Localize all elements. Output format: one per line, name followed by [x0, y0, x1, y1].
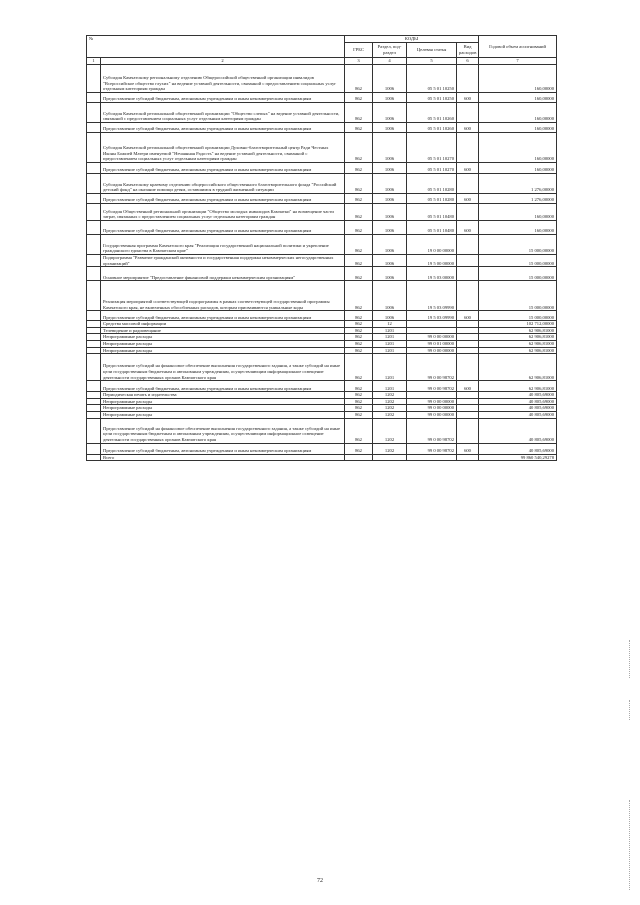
row-target-article: 05 5 01 10270: [407, 133, 457, 163]
row-description: Субсидия Камчатскому краевому отделению общероссийского общественного благотворительного фонда "Российский детский фонд" на оказание помощи детям, оставшимся в трудной жизненной ситуации: [101, 174, 345, 194]
table-row: [87, 443, 557, 454]
row-target-article: 05 5 01 10250: [407, 93, 457, 103]
row-expense-type: [457, 174, 479, 194]
table-row: [87, 174, 557, 194]
header-row-top: [87, 36, 557, 43]
row-number-cell: [87, 103, 101, 123]
budget-table: [86, 35, 557, 461]
row-amount: 62 906,81000: [479, 381, 557, 392]
column-number: 1: [87, 58, 101, 65]
row-razdel: 1202: [373, 398, 407, 405]
table-row: [87, 194, 557, 204]
row-amount: 62 906,81000: [479, 354, 557, 381]
table-row: [87, 381, 557, 392]
row-description: Непрограммные расходы: [101, 398, 345, 405]
table-row: [87, 347, 557, 354]
margin-mark: [629, 800, 631, 890]
row-razdel: 1006: [373, 194, 407, 204]
row-target-article: 19 5 00 00000: [407, 255, 457, 267]
table-row: [87, 133, 557, 163]
row-razdel: 1006: [373, 174, 407, 194]
row-description: Предоставление субсидий бюджетным, автономным учреждениям и иным некоммерческим организациям: [101, 163, 345, 174]
row-amount: 15 000,00000: [479, 235, 557, 255]
row-expense-type: [457, 255, 479, 267]
table-row: [87, 311, 557, 321]
row-number-cell: [87, 454, 101, 461]
header-code-group: КОДЫ: [345, 36, 479, 43]
row-number-cell: [87, 133, 101, 163]
table-row: [87, 418, 557, 443]
row-description: Субсидия Камчатской региональной общественной организации "Общество слепых" на ведение уставной деятельности, связанной с предоставлением социальных услуг отдельным категориям граждан: [101, 103, 345, 123]
row-grbs: 862: [345, 174, 373, 194]
header-grbs: ГРБС: [345, 43, 373, 58]
table-row: [87, 123, 557, 133]
row-grbs: 862: [345, 93, 373, 103]
row-razdel: 1006: [373, 163, 407, 174]
row-target-article: 05 5 01 10260: [407, 103, 457, 123]
row-grbs: 862: [345, 347, 373, 354]
row-number-cell: [87, 334, 101, 341]
row-target-article: 05 5 01 10260: [407, 123, 457, 133]
row-number-cell: [87, 381, 101, 392]
row-target-article: 99 0 00 00000: [407, 405, 457, 412]
row-number-cell: [87, 411, 101, 418]
row-target-article: [407, 321, 457, 328]
row-description: Предоставление субсидий бюджетным, автономным учреждениям и иным некоммерческим организациям: [101, 443, 345, 454]
row-razdel: [373, 454, 407, 461]
row-number-cell: [87, 443, 101, 454]
row-number-cell: [87, 65, 101, 93]
row-expense-type: 600: [457, 123, 479, 133]
row-grbs: 862: [345, 327, 373, 334]
row-amount: 40 805,69000: [479, 418, 557, 443]
row-razdel: 1201: [373, 381, 407, 392]
row-amount: 40 805,69000: [479, 392, 557, 399]
row-grbs: 862: [345, 321, 373, 328]
row-grbs: 862: [345, 311, 373, 321]
row-expense-type: [457, 418, 479, 443]
row-grbs: 862: [345, 418, 373, 443]
row-number-cell: [87, 204, 101, 221]
row-target-article: 05 5 01 10270: [407, 163, 457, 174]
row-number-cell: [87, 281, 101, 311]
row-grbs: 862: [345, 65, 373, 93]
row-expense-type: [457, 321, 479, 328]
row-number-cell: [87, 221, 101, 235]
row-target-article: 99 0 00 98702: [407, 418, 457, 443]
row-razdel: 1202: [373, 405, 407, 412]
row-razdel: 1006: [373, 281, 407, 311]
row-description: Предоставление субсидий бюджетным, автономным учреждениям и иным некоммерческим организациям: [101, 93, 345, 103]
row-number-cell: [87, 163, 101, 174]
row-target-article: 99 0 00 00000: [407, 411, 457, 418]
row-amount: 40 805,69000: [479, 398, 557, 405]
row-description: Предоставление субсидий на финансовое обеспечение выполнения государственного задания, а также субсидий на иные цели государственным бюджетным и автономным учреждениям, осуществляющим информационное освещение деятельности государственных органов Камчатского края: [101, 354, 345, 381]
row-expense-type: [457, 133, 479, 163]
row-razdel: 1006: [373, 311, 407, 321]
row-grbs: 862: [345, 255, 373, 267]
table-row: [87, 321, 557, 328]
row-number-cell: [87, 347, 101, 354]
row-grbs: 862: [345, 405, 373, 412]
row-amount: 62 906,81000: [479, 347, 557, 354]
row-expense-type: 600: [457, 381, 479, 392]
row-amount: 160,00000: [479, 103, 557, 123]
row-amount: 160,00000: [479, 123, 557, 133]
row-razdel: 1201: [373, 354, 407, 381]
row-number-cell: [87, 321, 101, 328]
row-grbs: 862: [345, 398, 373, 405]
row-expense-type: [457, 354, 479, 381]
row-razdel: 1006: [373, 267, 407, 281]
column-number: 4: [373, 58, 407, 65]
row-number-cell: [87, 327, 101, 334]
row-razdel: 1202: [373, 392, 407, 399]
row-grbs: 862: [345, 354, 373, 381]
row-expense-type: 600: [457, 93, 479, 103]
row-grbs: 862: [345, 443, 373, 454]
row-amount: 160,00000: [479, 163, 557, 174]
row-description: Периодическая печать и издательства: [101, 392, 345, 399]
row-expense-type: 600: [457, 311, 479, 321]
column-number: 6: [457, 58, 479, 65]
row-description: Непрограммные расходы: [101, 340, 345, 347]
row-amount: 1 276,00000: [479, 194, 557, 204]
row-expense-type: [457, 392, 479, 399]
row-amount: 62 906,81000: [479, 327, 557, 334]
table-row: [87, 340, 557, 347]
row-grbs: 862: [345, 281, 373, 311]
row-description: Предоставление субсидий бюджетным, автономным учреждениям и иным некоммерческим организациям: [101, 381, 345, 392]
row-amount: 99 860 540,29278: [479, 454, 557, 461]
row-description: Всего: [101, 454, 345, 461]
row-description: Предоставление субсидий бюджетным, автономным учреждениям и иным некоммерческим организациям: [101, 123, 345, 133]
row-target-article: [407, 454, 457, 461]
table-row: [87, 163, 557, 174]
row-description: Предоставление субсидий бюджетным, автономным учреждениям и иным некоммерческим организациям: [101, 221, 345, 235]
row-description: Телевидение и радиовещание: [101, 327, 345, 334]
table-row: [87, 204, 557, 221]
row-expense-type: [457, 327, 479, 334]
header-vid: Вид расходов: [457, 43, 479, 58]
row-target-article: 05 5 01 10280: [407, 174, 457, 194]
row-grbs: 862: [345, 392, 373, 399]
row-target-article: 99 0 00 00000: [407, 398, 457, 405]
row-number-cell: [87, 392, 101, 399]
row-razdel: 1201: [373, 347, 407, 354]
row-razdel: 1006: [373, 103, 407, 123]
column-numbers-row: [87, 58, 557, 65]
row-target-article: 99 0 00 98702: [407, 443, 457, 454]
row-razdel: 1006: [373, 93, 407, 103]
row-razdel: 1006: [373, 123, 407, 133]
row-amount: 102 712,00000: [479, 321, 557, 328]
row-description: Непрограммные расходы: [101, 334, 345, 341]
row-expense-type: [457, 235, 479, 255]
row-amount: 62 906,81000: [479, 340, 557, 347]
header-statya: Целевая статья: [407, 43, 457, 58]
table-row: [87, 327, 557, 334]
row-grbs: 862: [345, 340, 373, 347]
row-description: Предоставление субсидий бюджетным, автономным учреждениям и иным некоммерческим организациям: [101, 311, 345, 321]
row-expense-type: [457, 347, 479, 354]
row-description: Подпрограмма "Развитие гражданской активности и государственная поддержка некоммерческих негосударственных организаций": [101, 255, 345, 267]
row-razdel: 1006: [373, 133, 407, 163]
row-grbs: 862: [345, 163, 373, 174]
row-description: Государственная программа Камчатского края "Реализация государственной национальной политики и укрепление гражданского единства в Камчатском крае": [101, 235, 345, 255]
row-razdel: 1202: [373, 411, 407, 418]
column-number: 3: [345, 58, 373, 65]
row-expense-type: [457, 65, 479, 93]
margin-mark: [629, 640, 631, 678]
column-number: 7: [479, 58, 557, 65]
row-grbs: 862: [345, 123, 373, 133]
table-row: [87, 65, 557, 93]
table-row: [87, 235, 557, 255]
row-target-article: 19 0 00 00000: [407, 235, 457, 255]
row-number-cell: [87, 405, 101, 412]
row-target-article: 99 0 00 00000: [407, 334, 457, 341]
row-grbs: 862: [345, 194, 373, 204]
page-number: 72: [317, 878, 323, 884]
row-expense-type: [457, 340, 479, 347]
row-razdel: 1006: [373, 255, 407, 267]
row-expense-type: [457, 281, 479, 311]
row-expense-type: [457, 405, 479, 412]
row-expense-type: 600: [457, 443, 479, 454]
row-description: Субсидия Общественной региональной организации "Общество молодых инвалидов Камчатки" на возмещение части затрат, связанных с предоставлением социальных услуг отдельным категориям граждан: [101, 204, 345, 221]
row-razdel: 1006: [373, 235, 407, 255]
table-row: [87, 392, 557, 399]
row-razdel: 1006: [373, 204, 407, 221]
row-number-cell: [87, 418, 101, 443]
table-row: [87, 221, 557, 235]
row-expense-type: 600: [457, 221, 479, 235]
row-description: Предоставление субсидий на финансовое обеспечение выполнения государственного задания, а также субсидий на иные цели государственным бюджетным и автономным учреждениям, осуществляющим информационное освещение деятельности государственных органов Камчатского края: [101, 418, 345, 443]
row-razdel: 1006: [373, 65, 407, 93]
row-razdel: 12: [373, 321, 407, 328]
header-razdel: Раздел, под-раздел: [373, 43, 407, 58]
row-amount: 15 000,00000: [479, 311, 557, 321]
row-amount: 1 276,00000: [479, 174, 557, 194]
row-grbs: 862: [345, 334, 373, 341]
row-amount: 160,00000: [479, 65, 557, 93]
row-target-article: [407, 327, 457, 334]
row-number-cell: [87, 354, 101, 381]
table-row: [87, 255, 557, 267]
table-row: [87, 103, 557, 123]
row-amount: 160,00000: [479, 221, 557, 235]
row-amount: 40 805,69000: [479, 443, 557, 454]
row-amount: 160,00000: [479, 93, 557, 103]
row-amount: 15 000,00000: [479, 255, 557, 267]
column-number: 5: [407, 58, 457, 65]
row-grbs: 862: [345, 267, 373, 281]
row-number-cell: [87, 123, 101, 133]
row-razdel: 1201: [373, 340, 407, 347]
row-number-cell: [87, 235, 101, 255]
header-sum: Годовой объем ассигнований: [479, 36, 557, 58]
row-expense-type: 600: [457, 194, 479, 204]
row-description: Предоставление субсидий бюджетным, автономным учреждениям и иным некоммерческим организациям: [101, 194, 345, 204]
row-description: Непрограммные расходы: [101, 405, 345, 412]
row-amount: 160,00000: [479, 204, 557, 221]
row-description: Средства массовой информации: [101, 321, 345, 328]
row-number-cell: [87, 398, 101, 405]
row-razdel: 1202: [373, 443, 407, 454]
row-target-article: 19 5 03 00000: [407, 267, 457, 281]
table-row: [87, 398, 557, 405]
row-amount: 62 906,81000: [479, 334, 557, 341]
table-row: [87, 267, 557, 281]
table-row: [87, 334, 557, 341]
table-row: [87, 93, 557, 103]
row-target-article: 19 5 03 09990: [407, 311, 457, 321]
row-target-article: 99 0 00 00000: [407, 347, 457, 354]
row-amount: 160,00000: [479, 133, 557, 163]
table-row: [87, 454, 557, 461]
table-row: [87, 354, 557, 381]
row-description: Реализация мероприятий соответствующей подпрограммы в рамках соответствующей государственной программы Камчатского края, не включенных обособленных расходов, которым присваиваются уникальные коды: [101, 281, 345, 311]
row-grbs: 862: [345, 221, 373, 235]
row-amount: 15 000,00000: [479, 267, 557, 281]
row-expense-type: [457, 398, 479, 405]
row-number-cell: [87, 311, 101, 321]
row-number-cell: [87, 194, 101, 204]
row-grbs: [345, 454, 373, 461]
row-grbs: 862: [345, 204, 373, 221]
row-grbs: 862: [345, 133, 373, 163]
row-expense-type: [457, 103, 479, 123]
header-num: №: [87, 36, 345, 58]
row-target-article: 19 5 03 09990: [407, 281, 457, 311]
row-target-article: 99 0 00 98702: [407, 381, 457, 392]
row-expense-type: [457, 334, 479, 341]
row-expense-type: [457, 267, 479, 281]
row-amount: 40 805,69000: [479, 405, 557, 412]
row-amount: 40 805,69000: [479, 411, 557, 418]
row-target-article: 05 5 01 10480: [407, 204, 457, 221]
row-number-cell: [87, 267, 101, 281]
row-amount: 15 000,00000: [479, 281, 557, 311]
row-grbs: 862: [345, 235, 373, 255]
column-number: 2: [101, 58, 345, 65]
row-razdel: 1006: [373, 221, 407, 235]
row-razdel: 1201: [373, 334, 407, 341]
row-razdel: 1202: [373, 418, 407, 443]
row-grbs: 862: [345, 103, 373, 123]
row-description: Непрограммные расходы: [101, 347, 345, 354]
row-target-article: 99 0 01 00000: [407, 340, 457, 347]
row-description: Субсидия Камчатскому региональному отделению Общероссийской общественной организации инвалидов "Всероссийское общество глухих" на ведение уставной деятельности, связанной с предоставлением социальных услуг отдельным категориям граждан: [101, 65, 345, 93]
row-number-cell: [87, 255, 101, 267]
table-row: [87, 281, 557, 311]
table-row: [87, 405, 557, 412]
row-razdel: 1201: [373, 327, 407, 334]
row-number-cell: [87, 174, 101, 194]
row-target-article: 05 5 01 10250: [407, 65, 457, 93]
row-grbs: 862: [345, 381, 373, 392]
row-description: Основное мероприятие "Предоставление финансовой поддержки некоммерческим организациям": [101, 267, 345, 281]
row-target-article: 99 0 00 98702: [407, 354, 457, 381]
row-description: Субсидия Камчатской региональной общественной организации Духовно-благотворительный центр Ради Честных Иконы Божией Матери именуемой "Нечаянная Радость" на ведение уставной деятельности, связанной с предоставлением социальных услуг отдельным категориям граждан: [101, 133, 345, 163]
row-grbs: 862: [345, 411, 373, 418]
margin-mark: [629, 700, 631, 720]
row-expense-type: [457, 204, 479, 221]
row-target-article: 05 5 01 10480: [407, 221, 457, 235]
row-target-article: 05 5 01 10280: [407, 194, 457, 204]
row-number-cell: [87, 340, 101, 347]
row-description: Непрограммные расходы: [101, 411, 345, 418]
row-expense-type: [457, 454, 479, 461]
table-row: [87, 411, 557, 418]
row-expense-type: 600: [457, 163, 479, 174]
row-expense-type: [457, 411, 479, 418]
row-number-cell: [87, 93, 101, 103]
row-target-article: [407, 392, 457, 399]
